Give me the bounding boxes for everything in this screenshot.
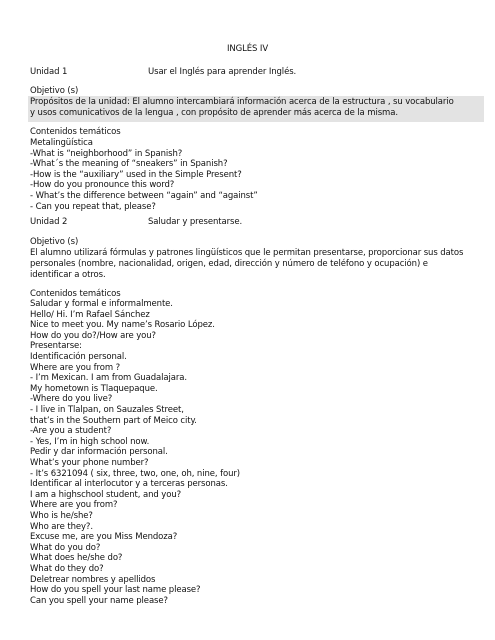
unit-2-content-line: - I live in Tlalpan, on Sauzales Street, xyxy=(30,405,184,415)
unit-2-content-line: that’s in the Southern part of Meico city. xyxy=(30,415,197,426)
unit-2-label: Unidad 2 xyxy=(30,217,68,227)
unit-2-objective-heading: Objetivo (s) xyxy=(30,237,79,247)
unit-2-content-line: Where are you from ? xyxy=(30,362,121,373)
unit-2-objective-line-1: El alumno utilizará fórmulas y patrones lingüísticos que le permitan presentarse, proporcionar sus datos xyxy=(30,248,464,258)
unit-1-contents-heading: Contenidos temáticos xyxy=(30,127,121,137)
unit-2-content-line: Pedir y dar información personal. xyxy=(30,447,168,458)
unit-2-content-line: What do they do? xyxy=(30,564,104,574)
unit-1-purpose-line-1: Propósitos de la unidad: El alumno intercambiará información acerca de la estructura , su vocabulario xyxy=(30,97,454,107)
unit-1-content-line: - What’s the difference between “again” and “against” xyxy=(30,191,258,201)
unit-1-content-line: -How is the “auxiliary” used in the Simple Present? xyxy=(30,169,242,180)
unit-2-content-line: Can you spell your name please? xyxy=(30,595,168,606)
unit-1-content-line: -What´s the meaning of “sneakers” in Spanish? xyxy=(30,159,228,170)
unit-2-objective-line-3: identificar a otros. xyxy=(30,270,106,280)
unit-2-content-line: Who is he/she? xyxy=(30,511,93,521)
unit-2-content-line: Nice to meet you. My name’s Rosario López. xyxy=(30,320,215,331)
unit-2-content-line: -Where do you live? xyxy=(30,394,113,405)
unit-2-content-line: My hometown is Tlaquepaque. xyxy=(30,383,158,394)
unit-2-content-line: What does he/she do? xyxy=(30,553,123,564)
unit-2-content-line: - Yes, I’m in high school now. xyxy=(30,436,150,447)
document-title: INGLÉS IV xyxy=(226,44,269,54)
unit-2-content-line: What do you do? xyxy=(30,542,101,553)
unit-2-content-line: Identificar al interlocutor y a terceras personas. xyxy=(30,479,228,490)
unit-1-purpose-line-2: y usos comunicativos de la lengua , con propósito de aprender más acerca de la misma. xyxy=(30,108,398,118)
unit-2-content-line: Saludar y formal e informalmente. xyxy=(30,299,173,309)
unit-2-content-line: What’s your phone number? xyxy=(30,458,149,468)
unit-2-content-line: How do you spell your last name please? xyxy=(30,585,201,596)
unit-2-content-line: Presentarse: xyxy=(30,341,82,352)
unit-2-content-line: Hello/ Hi. I’m Rafael Sánchez xyxy=(30,309,150,320)
unit-2-content-line: - I’m Mexican. I am from Guadalajara. xyxy=(30,373,187,384)
unit-2-content-line: - It’s 6321094 ( six, three, two, one, oh, nine, four) xyxy=(30,468,240,479)
unit-2-content-line: Who are they?. xyxy=(30,521,93,532)
unit-2-content-line: How do you do?/How are you? xyxy=(30,330,156,341)
unit-2-contents-heading: Contenidos temáticos xyxy=(30,289,121,299)
unit-2-content-line: Deletrear nombres y apellidos xyxy=(30,574,156,585)
unit-1-content-line: -What is “neighborhood” in Spanish? xyxy=(30,148,183,159)
unit-1-content-line: - Can you repeat that, please? xyxy=(30,201,156,212)
unit-1-heading xyxy=(30,67,297,79)
unit-2-objective-line-2: personales (nombre, nacionalidad, origen, edad, dirección y número de teléfono y ocupación) e xyxy=(30,259,428,269)
unit-1-content-line: Metalingüística xyxy=(30,138,93,148)
unit-2-content-line: -Are you a student? xyxy=(30,426,112,437)
unit-2-content-line: I am a highschool student, and you? xyxy=(30,489,182,500)
unit-2-content-line: Identificación personal. xyxy=(30,352,127,362)
unit-2-title: Saludar y presentarse. xyxy=(148,217,243,227)
unit-1-content-line: -How do you pronounce this word? xyxy=(30,180,175,191)
unit-2-content-line: Where are you from? xyxy=(30,500,118,511)
unit-2-content-line: Excuse me, are you Miss Mendoza? xyxy=(30,532,178,543)
unit-1-title: Usar el Inglés para aprender Inglés. xyxy=(148,67,297,77)
unit-2-heading xyxy=(30,217,243,229)
unit-1-objective-heading: Objetivo (s) xyxy=(30,86,79,96)
unit-1-label: Unidad 1 xyxy=(30,67,68,77)
